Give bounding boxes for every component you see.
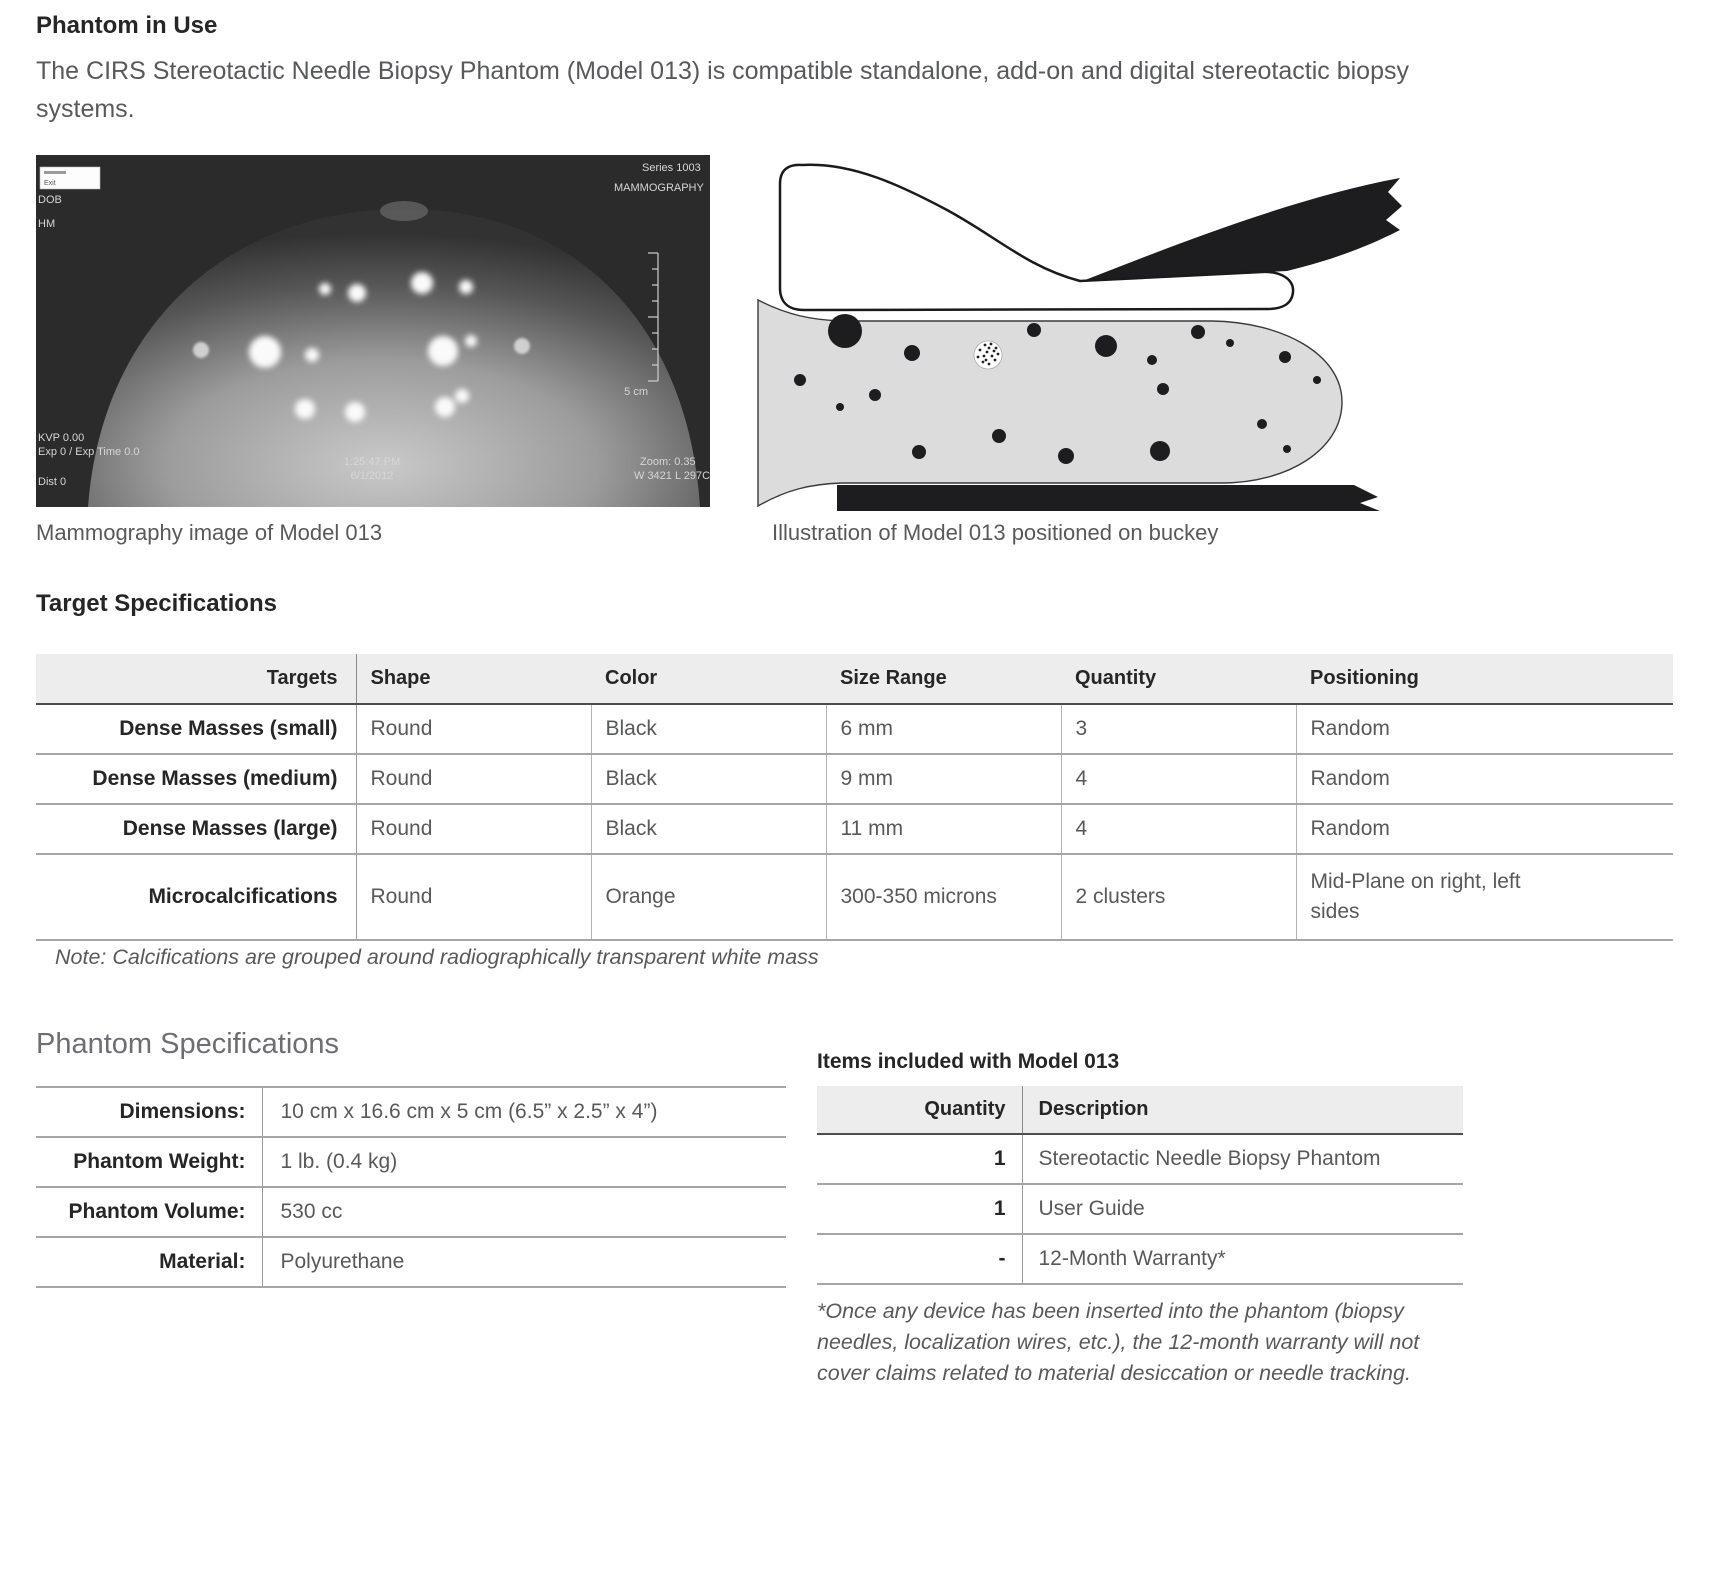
cell-size: 300-350 microns	[826, 854, 1061, 940]
cell-positioning: Random	[1296, 754, 1673, 804]
cell-quantity: 2 clusters	[1061, 854, 1296, 940]
svg-text:Dist 0: Dist 0	[38, 476, 67, 488]
spec-value: 10 cm x 16.6 cm x 5 cm (6.5” x 2.5” x 4”)	[262, 1087, 786, 1137]
microcalcification-cluster	[974, 341, 1002, 369]
warranty-footnote: *Once any device has been inserted into the phantom (biopsy needles, localization wires, etc.), the 12-month warranty will not cover claims related to material desiccation or needle tracking.	[817, 1299, 1420, 1385]
intro-paragraph: The CIRS Stereotactic Needle Biopsy Phantom (Model 013) is compatible standalone, add-on and digital stereotactic biopsy systems.	[36, 57, 1409, 123]
table-row	[36, 804, 1673, 854]
cell-color: Black	[591, 754, 826, 804]
item-quantity: -	[817, 1234, 1022, 1284]
cell-positioning: Mid-Plane on right, left sides	[1296, 854, 1673, 940]
target-specs-heading: Target Specifications	[36, 590, 277, 617]
table-row	[36, 1137, 786, 1187]
items-header-row	[817, 1086, 1463, 1134]
cell-positioning: Random	[1296, 704, 1673, 754]
table-row	[817, 1134, 1463, 1184]
svg-text:DOB: DOB	[38, 194, 62, 206]
spec-key: Phantom Weight:	[36, 1137, 262, 1187]
phantom-specs-heading: Phantom Specifications	[36, 1028, 340, 1060]
phantom-specs-table	[36, 1086, 786, 1288]
table-row	[36, 1237, 786, 1287]
spec-key: Dimensions:	[36, 1087, 262, 1137]
row-label: Dense Masses (large)	[36, 804, 356, 854]
spec-value: 530 cc	[262, 1187, 786, 1237]
mammography-image	[36, 155, 710, 507]
table-row	[817, 1234, 1463, 1284]
cell-color: Orange	[591, 854, 826, 940]
mammography-caption: Mammography image of Model 013	[36, 520, 383, 545]
cell-color: Black	[591, 804, 826, 854]
cell-size: 11 mm	[826, 804, 1061, 854]
svg-text:Exp 0 / Exp Time 0.0: Exp 0 / Exp Time 0.0	[38, 446, 140, 458]
item-quantity: 1	[817, 1184, 1022, 1234]
viewer-menu	[40, 167, 100, 189]
cell-size: 6 mm	[826, 704, 1061, 754]
spec-key: Material:	[36, 1237, 262, 1287]
col-header-quantity: Quantity	[1061, 654, 1296, 704]
table-row	[36, 854, 1673, 940]
col-header-size-range: Size Range	[826, 654, 1061, 704]
table-row	[36, 704, 1673, 754]
table-row	[817, 1184, 1463, 1234]
svg-text:1:25:47 PM: 1:25:47 PM	[343, 456, 401, 468]
svg-text:5 cm: 5 cm	[624, 386, 648, 398]
items-included-heading: Items included with Model 013	[817, 1050, 1120, 1073]
illustration-figure	[742, 152, 1442, 512]
spec-value: 1 lb. (0.4 kg)	[262, 1137, 786, 1187]
row-label: Microcalcifications	[36, 854, 356, 940]
col-header-shape: Shape	[356, 654, 591, 704]
target-specs-table	[36, 654, 1673, 941]
spec-key: Phantom Volume:	[36, 1187, 262, 1237]
item-description: User Guide	[1022, 1184, 1463, 1234]
item-quantity: 1	[817, 1134, 1022, 1184]
table-row	[36, 754, 1673, 804]
page-title: Phantom in Use	[36, 12, 218, 39]
svg-text:Series 1003: Series 1003	[642, 162, 701, 174]
item-description: 12-Month Warranty*	[1022, 1234, 1463, 1284]
table-note: Note: Calcifications are grouped around radiographically transparent white mass	[55, 945, 819, 969]
cell-shape: Round	[356, 704, 591, 754]
target-specs-header-row	[36, 654, 1673, 704]
spec-value: Polyurethane	[262, 1237, 786, 1287]
svg-text:HM: HM	[38, 218, 56, 230]
illustration-caption: Illustration of Model 013 positioned on buckey	[772, 520, 1219, 545]
cell-shape: Round	[356, 754, 591, 804]
row-label: Dense Masses (medium)	[36, 754, 356, 804]
bucky-bar	[837, 485, 1380, 511]
row-label: Dense Masses (small)	[36, 704, 356, 754]
cell-color: Black	[591, 704, 826, 754]
cell-quantity: 4	[1061, 754, 1296, 804]
cell-quantity: 3	[1061, 704, 1296, 754]
col-header-description: Description	[1022, 1086, 1463, 1134]
cell-shape: Round	[356, 854, 591, 940]
svg-text:Zoom: 0.35: Zoom: 0.35	[640, 456, 696, 468]
support-arm	[1080, 178, 1402, 282]
table-row	[36, 1187, 786, 1237]
col-header-positioning: Positioning	[1296, 654, 1673, 704]
illustration-image	[742, 152, 1442, 512]
svg-text:6/1/2012: 6/1/2012	[350, 470, 394, 482]
col-header-quantity: Quantity	[817, 1086, 1022, 1134]
cell-shape: Round	[356, 804, 591, 854]
items-included-table	[817, 1086, 1463, 1285]
svg-text:KVP 0.00: KVP 0.00	[38, 432, 85, 444]
table-row	[36, 1087, 786, 1137]
mammography-figure	[36, 155, 710, 507]
cell-quantity: 4	[1061, 804, 1296, 854]
svg-text:W 3421 L 297C: W 3421 L 297C	[634, 470, 710, 482]
item-description: Stereotactic Needle Biopsy Phantom	[1022, 1134, 1463, 1184]
cell-size: 9 mm	[826, 754, 1061, 804]
menu-item-label: Exit	[44, 180, 56, 187]
col-header-targets: Targets	[36, 654, 356, 704]
col-header-color: Color	[591, 654, 826, 704]
svg-text:MAMMOGRAPHY: MAMMOGRAPHY	[614, 182, 704, 194]
cell-positioning: Random	[1296, 804, 1673, 854]
